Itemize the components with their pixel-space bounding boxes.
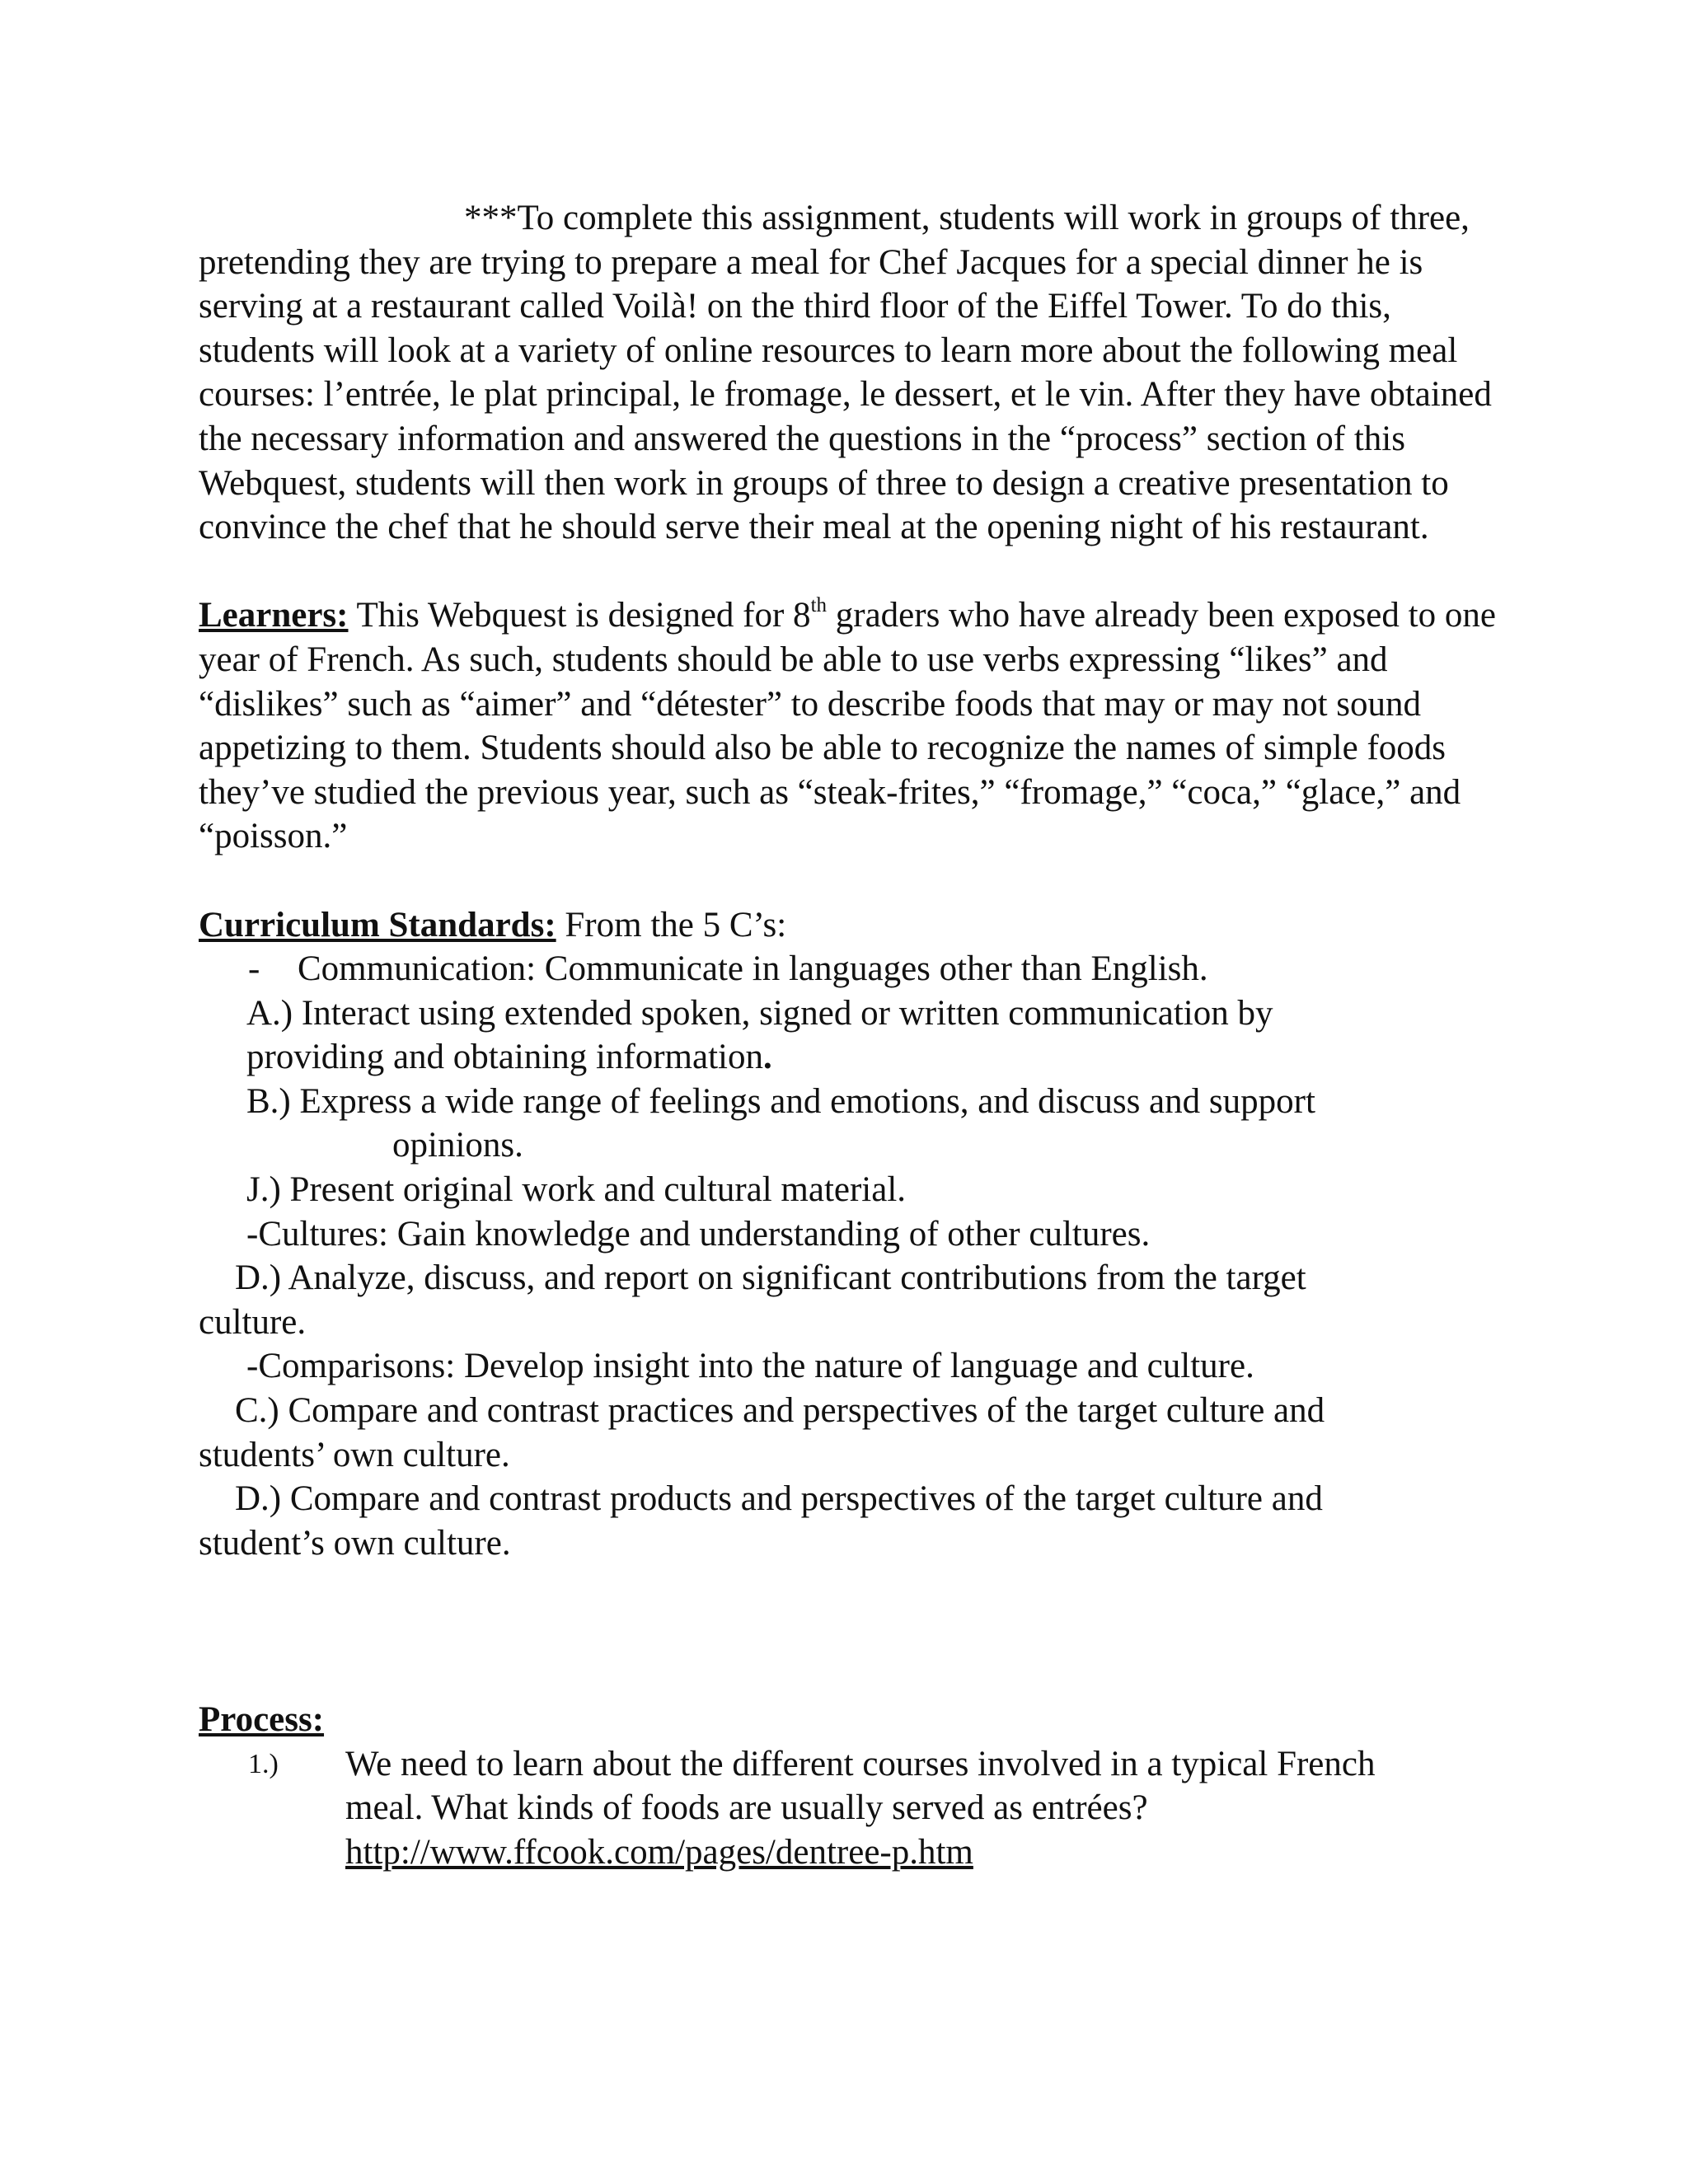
standard-a-line2-text: providing and obtaining information	[246, 1038, 763, 1077]
standard-d1-line1: D.) Analyze, discuss, and report on significant contributions from the target	[235, 1258, 1306, 1298]
learners-text-end: graders who have already been exposed to one year of French. As such, students should be able to use verbs expressing “likes” and “dislikes” such as “aimer” and “détester” to describe foods that may or may not sound appetizing to them. Students should also be able to recognize the names of simple foods they’ve studied the previous year, such as “steak-frites,” “fromage,” “coca,” “glace,” and “poisson.”	[199, 596, 1496, 856]
spacer	[199, 859, 1507, 903]
standards-intro: From the 5 C’s:	[556, 905, 787, 944]
learners-text-start: This Webquest is designed for 8	[348, 596, 811, 635]
standard-c-line1: C.) Compare and contrast practices and perspectives of the target culture and	[235, 1391, 1325, 1431]
standard-j: J.) Present original work and cultural material.	[246, 1170, 907, 1210]
process-list	[199, 1742, 1507, 1875]
dash-bullet: -	[248, 949, 260, 989]
learners-heading: Learners:	[199, 596, 349, 635]
communication-text: Communication: Communicate in languages other than English.	[298, 949, 1208, 989]
standard-c-line2: students’ own culture.	[199, 1435, 510, 1474]
process-item-link-line	[345, 1830, 1507, 1875]
standards-heading-line	[199, 903, 1507, 948]
entree-resource-link[interactable]: http://www.ffcook.com/pages/dentree-p.htm	[345, 1832, 973, 1872]
process-item-number: 1.)	[248, 1748, 279, 1779]
standards-section	[199, 903, 1507, 1566]
grade-superscript: th	[810, 594, 828, 617]
process-item-line2: meal. What kinds of foods are usually served as entrées?	[345, 1788, 1148, 1828]
standard-b-line2: opinions.	[392, 1126, 523, 1165]
intro-paragraph: ***To complete this assignment, students will work in groups of three, pretending they are trying to prepare a meal for Chef Jacques for a special dinner he is serving at a restaurant called Voilà! on the third floor of the Eiffel Tower. To do this, students will look at a variety of online resources to learn more about the following meal courses: l’entrée, le plat principal, le fromage, le dessert, et le vin. After they have obtained the necessary information and answered the questions in the “process” section of this Webquest, students will then work in groups of three to design a creative presentation to convince the chef that he should serve their meal at the opening night of his restaurant.	[199, 199, 1492, 547]
communication-line	[199, 947, 1507, 991]
spacer	[199, 1653, 1507, 1698]
standard-d1-line2: culture.	[199, 1302, 307, 1342]
process-item	[199, 1742, 1507, 1875]
spacer	[199, 1565, 1507, 1653]
spacer	[199, 550, 1507, 594]
process-section	[199, 1698, 1507, 1874]
process-heading-line	[199, 1698, 1507, 1742]
standard-a-line1: A.) Interact using extended spoken, signed or written communication by	[246, 993, 1273, 1033]
standard-b-line1: B.) Express a wide range of feelings and emotions, and discuss and support	[246, 1081, 1315, 1121]
standard-d2-line1: D.) Compare and contrast products and perspectives of the target culture and	[235, 1479, 1323, 1519]
process-heading: Process:	[199, 1700, 325, 1739]
cultures-line: -Cultures: Gain knowledge and understanding of other cultures.	[246, 1214, 1151, 1254]
learners-paragraph	[199, 593, 1507, 859]
standard-a-line2	[199, 1035, 1507, 1080]
comparisons-line: -Comparisons: Develop insight into the nature of language and culture.	[246, 1347, 1254, 1386]
standard-a-line2-period: .	[763, 1038, 772, 1077]
standards-heading: Curriculum Standards:	[199, 905, 556, 944]
standard-d2-line2: student’s own culture.	[199, 1523, 511, 1563]
process-item-line1: We need to learn about the different courses involved in a typical French	[345, 1744, 1376, 1783]
